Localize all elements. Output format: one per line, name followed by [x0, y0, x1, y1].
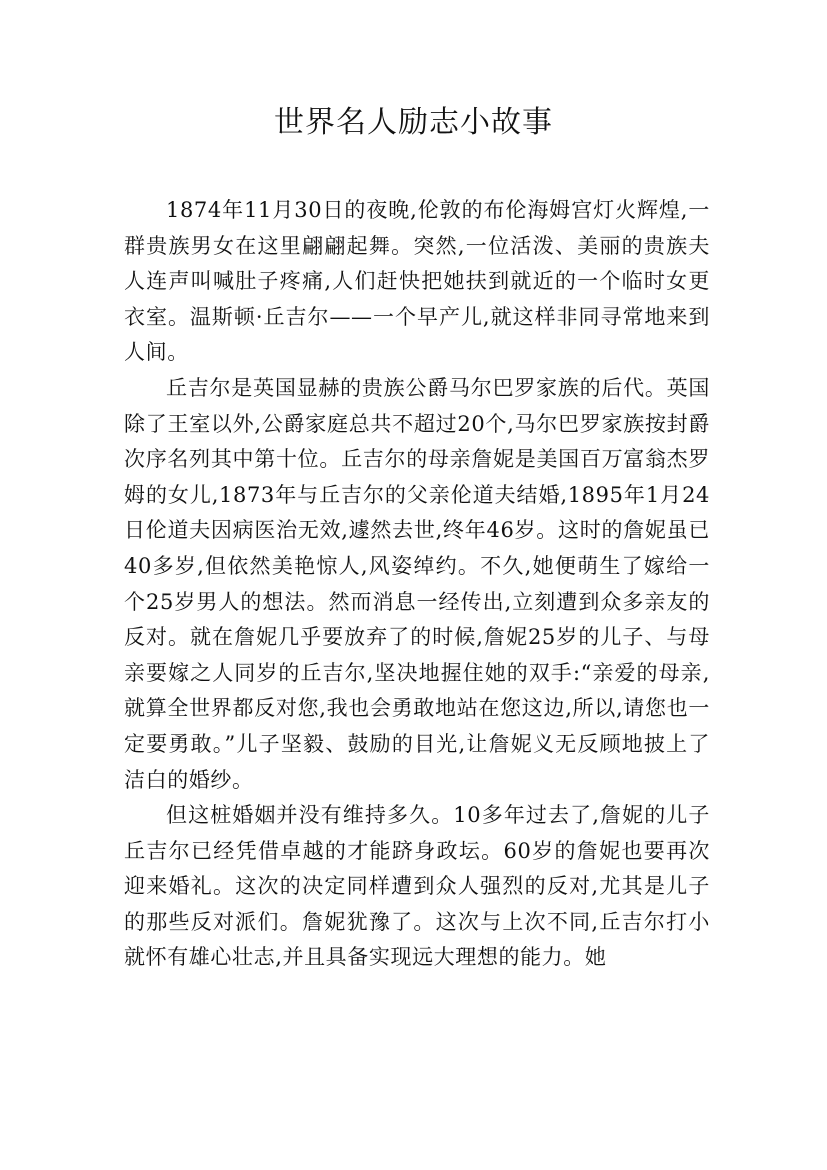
document-title: 世界名人励志小故事	[274, 105, 553, 140]
document-body	[124, 193, 710, 976]
paragraph-3: 但这桩婚姻并没有维持多久。10多年过去了,詹妮的儿子丘吉尔已经凭借卓越的才能跻身政坛。60岁的詹妮也要再次迎来婚礼。这次的决定同样遭到众人强烈的反对,尤其是儿子的那些反对派们。詹妮犹豫了。这次与上次不同,丘吉尔打小就怀有雄心壮志,并且具备实现远大理想的能力。她	[124, 803, 710, 970]
paragraph-1: 1874年11月30日的夜晚,伦敦的布伦海姆宫灯火辉煌,一群贵族男女在这里翩翩起舞。突然,一位活泼、美丽的贵族夫人连声叫喊肚子疼痛,人们赶快把她扶到就近的一个临时女更衣室。温斯顿·丘吉尔——一个早产儿,就这样非同寻常地来到人间。	[124, 198, 710, 365]
paragraph-2: 丘吉尔是英国显赫的贵族公爵马尔巴罗家族的后代。英国除了王室以外,公爵家庭总共不超过20个,马尔巴罗家族按封爵次序名列其中第十位。丘吉尔的母亲詹妮是美国百万富翁杰罗姆的女儿,1873年与丘吉尔的父亲伦道夫结婚,1895年1月24日伦道夫因病医治无效,遽然去世,终年46岁。这时的詹妮虽已40多岁,但依然美艳惊人,风姿绰约。不久,她便萌生了嫁给一个25岁男人的想法。然而消息一经传出,立刻遭到众多亲友的反对。就在詹妮几乎要放弃了的时候,詹妮25岁的儿子、与母亲要嫁之人同岁的丘吉尔,坚决地握住她的双手:“亲爱的母亲,就算全世界都反对您,我也会勇敢地站在您这边,所以,请您也一定要勇敢。”儿子坚毅、鼓励的目光,让詹妮义无反顾地披上了洁白的婚纱。	[124, 375, 710, 792]
